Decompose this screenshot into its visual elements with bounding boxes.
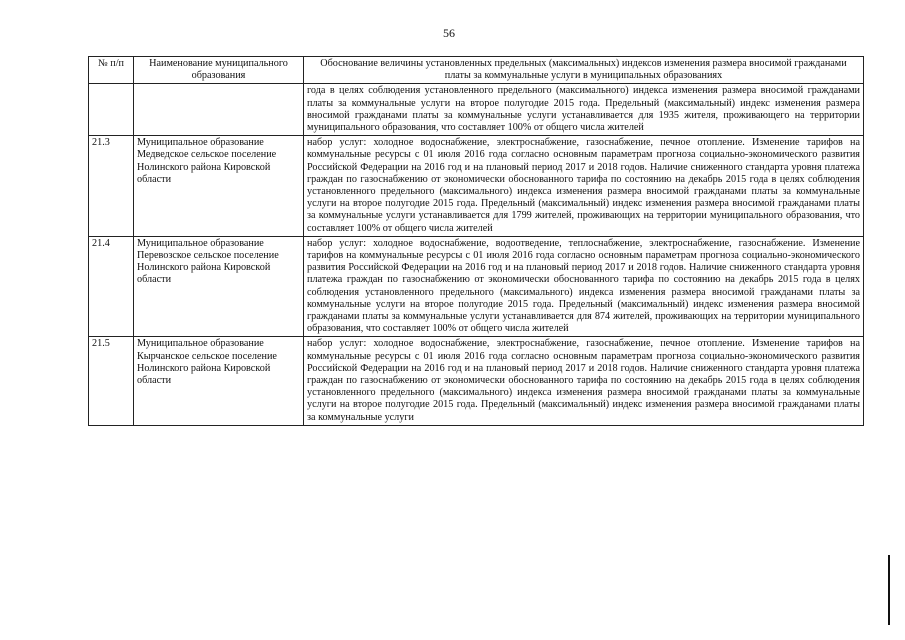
row-municipality (134, 84, 304, 136)
table-row (89, 337, 864, 425)
row-municipality: Муниципальное образование Перевозское сельское поселение Нолинского района Кировской области (134, 236, 304, 337)
row-number: 21.3 (89, 136, 134, 237)
row-number (89, 84, 134, 136)
table-row (89, 84, 864, 136)
row-justification: набор услуг: холодное водоснабжение, электроснабжение, газоснабжение, печное отопление. Изменение тарифов на коммунальные ресурсы с 01 июля 2016 года согласно основным параметрам прогноза социально-экономического развития Российской Федерации на 2016 год и на плановый период 2017 и 2018 годов. Наличие сниженного стандарта уровня платежа граждан по газоснабжению от экономически обоснованного тарифа по состоянию на декабрь 2015 года в целях соблюдения установленного предельного (максимального) индекса изменения размера вносимой гражданами платы за коммунальные услуги на второе полугодие 2015 года. Предельный (максимальный) индекс изменения размера вносимой гражданами платы за коммунальные услуги устанавливается для 1799 жителей, проживающих на территории муниципального образования, что составляет 100% от общего числа жителей (304, 136, 864, 237)
table-header-row (89, 57, 864, 84)
row-municipality: Муниципальное образование Медведское сельское поселение Нолинского района Кировской области (134, 136, 304, 237)
header-municipality: Наименование муниципального образования (134, 57, 304, 84)
header-justification: Обоснование величины установленных предельных (максимальных) индексов изменения размера вносимой гражданами платы за коммунальные услуги в муниципальных образованиях (304, 57, 864, 84)
page-number: 56 (443, 26, 455, 40)
scan-edge-mark (888, 555, 890, 625)
row-number: 21.4 (89, 236, 134, 337)
table-row (89, 236, 864, 337)
header-number: № п/п (89, 57, 134, 84)
row-municipality: Муниципальное образование Кырчанское сельское поселение Нолинского района Кировской области (134, 337, 304, 425)
row-justification: набор услуг: холодное водоснабжение, водоотведение, теплоснабжение, электроснабжение, газоснабжение. Изменение тарифов на коммунальные ресурсы с 01 июля 2016 года согласно основным параметрам прогноза социально-экономического развития Российской Федерации на 2016 год и на плановый период 2017 и 2018 годов. Наличие сниженного стандарта уровня платежа граждан по газоснабжению от экономически обоснованного тарифа по состоянию на декабрь 2015 года в целях соблюдения установленного предельного (максимального) индекса изменения размера вносимой гражданами платы за коммунальные услуги на второе полугодие 2015 года. Предельный (максимальный) индекс изменения размера вносимой гражданами платы за коммунальные услуги устанавливается для 874 жителей, проживающих на территории муниципального образования, что составляет 100% от общего числа жителей (304, 236, 864, 337)
row-number: 21.5 (89, 337, 134, 425)
row-justification: набор услуг: холодное водоснабжение, электроснабжение, газоснабжение, печное отопление. Изменение тарифов на коммунальные ресурсы с 01 июля 2016 года согласно основным параметрам прогноза социально-экономического развития Российской Федерации на 2016 год и на плановый период 2017 и 2018 годов. Наличие сниженного стандарта уровня платежа граждан по газоснабжению от экономически обоснованного тарифа по состоянию на декабрь 2015 года в целях соблюдения установленного предельного (максимального) индекса изменения размера вносимой гражданами платы за коммунальные услуги на второе полугодие 2015 года. Предельный (максимальный) индекс изменения размера вносимой гражданами платы за коммунальные услуги (304, 337, 864, 425)
row-justification: года в целях соблюдения установленного предельного (максимального) индекса изменения размера вносимой гражданами платы за коммунальные услуги на второе полугодие 2015 года. Предельный (максимальный) индекс изменения размера вносимой гражданами платы за коммунальные услуги устанавливается для 1935 жителя, проживающего на территории муниципального образования, что составляет 100% от общего числа жителей (304, 84, 864, 136)
document-table (88, 56, 864, 426)
table-row (89, 136, 864, 237)
